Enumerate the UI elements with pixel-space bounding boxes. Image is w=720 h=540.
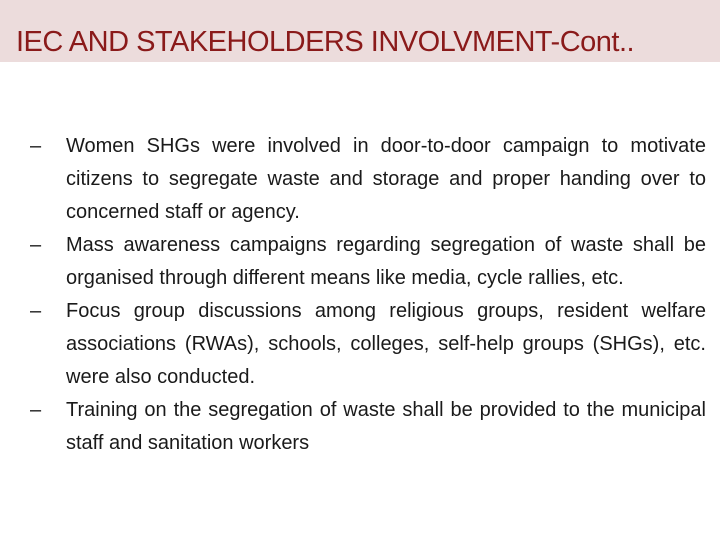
bullet-text: Women SHGs were involved in door-to-door campaign to motivate citizens to segregate waste and storage and proper handing over to concerned staff or agency.	[66, 135, 706, 223]
bullet-text: Mass awareness campaigns regarding segregation of waste shall be organised through different means like media, cycle rallies, etc.	[66, 234, 706, 289]
bullet-item	[30, 295, 706, 394]
bullet-text: Focus group discussions among religious groups, resident welfare associations (RWAs), schools, colleges, self-help groups (SHGs), etc. were also conducted.	[66, 300, 706, 388]
bullet-item	[30, 229, 706, 295]
bullet-marker: –	[30, 300, 42, 322]
bullet-marker: –	[30, 234, 42, 256]
bullet-list	[30, 130, 706, 460]
bullet-item	[30, 394, 706, 460]
slide-title: IEC AND STAKEHOLDERS INVOLVMENT-Cont..	[16, 26, 635, 58]
bullet-marker: –	[30, 135, 42, 157]
bullet-text: Training on the segregation of waste shall be provided to the municipal staff and sanitation workers	[66, 399, 706, 454]
bullet-marker: –	[30, 399, 42, 421]
bullet-item	[30, 130, 706, 229]
